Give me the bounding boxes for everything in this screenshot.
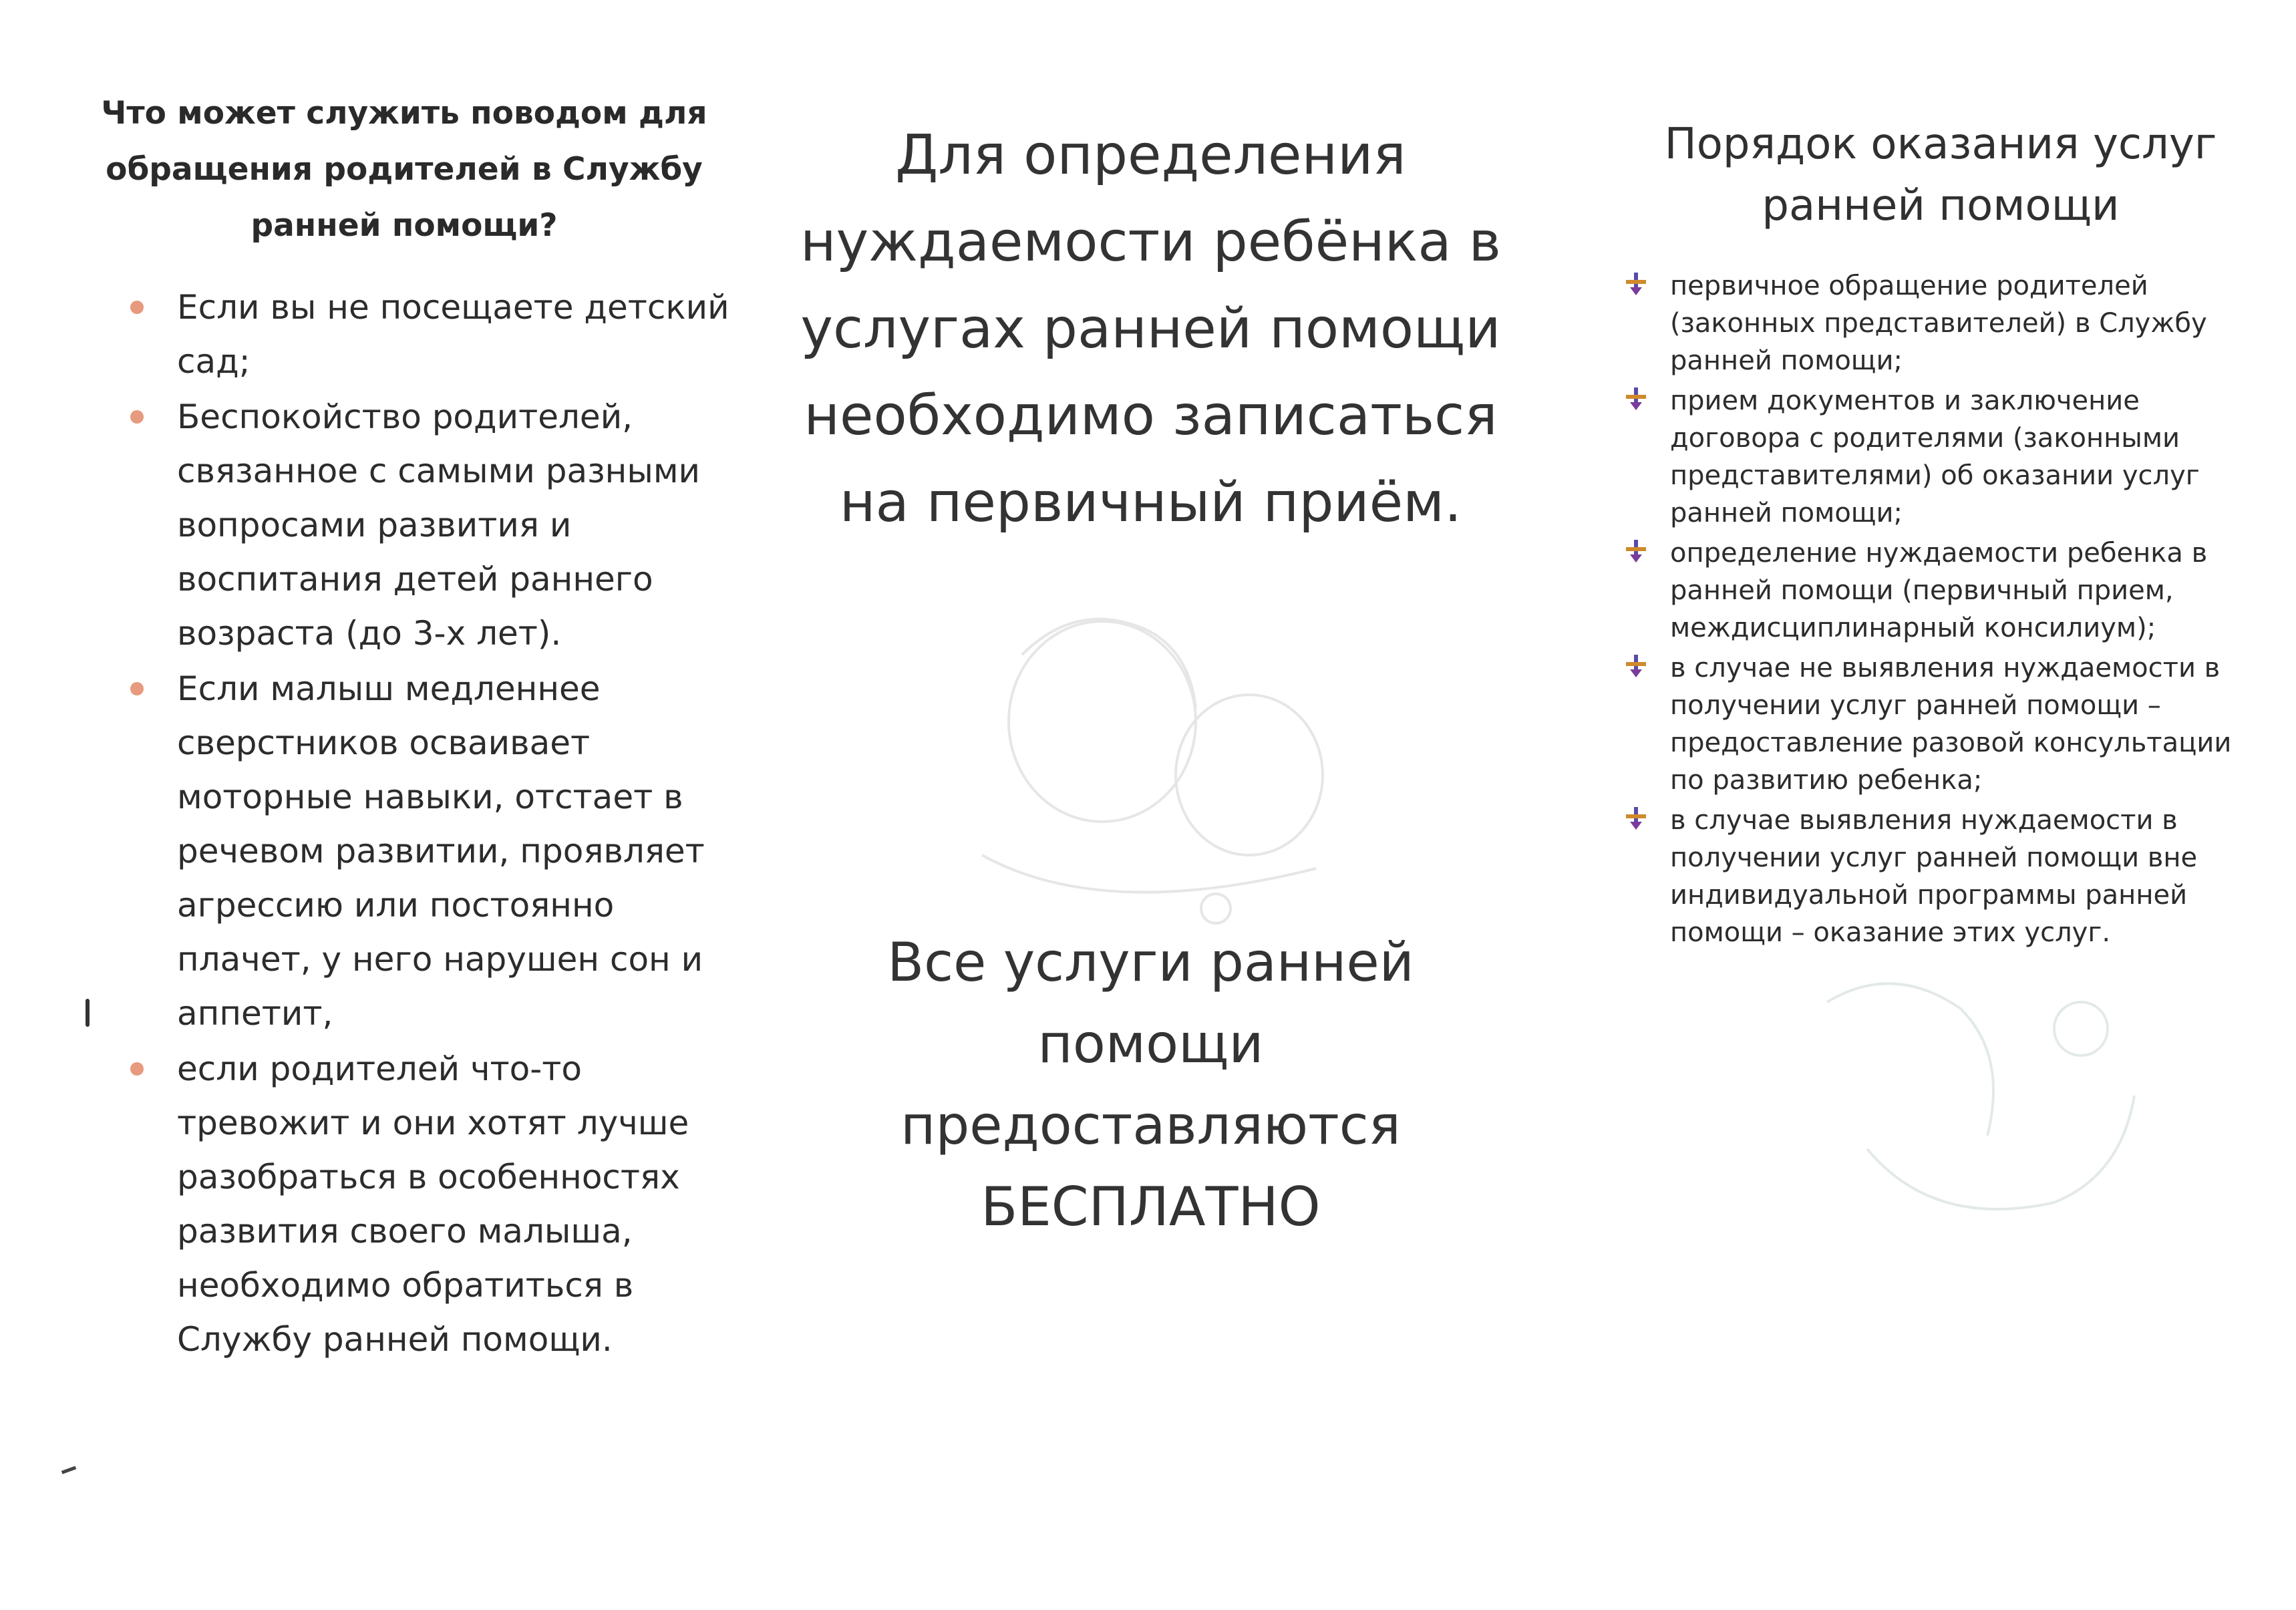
left-panel [0,0,768,1610]
list-item-text: Если малыш медленнее сверстников осваивает моторные навыки, отстает в речевом развитии, проявляет агрессию или постоянно плачет, у него нарушен сон и аппетит, [177,669,705,1033]
list-item-text: в случае не выявления нуждаемости в получении услуг ранней помощи – предоставление разовой консультации по развитию ребенка; [1670,653,2232,796]
list-item [124,662,745,1041]
plus-arrow-bullet-icon [1623,386,1649,412]
middle-top-text: Для определения нуждаемости ребёнка в услугах ранней помощи необходимо записаться на первичный приём. [800,124,1501,534]
list-item-text: определение нуждаемости ребенка в ранней помощи (первичный прием, междисциплинарный консилиум); [1670,538,2208,643]
plus-arrow-bullet-icon [1623,653,1649,679]
scan-mark [86,999,90,1027]
right-panel-list [1623,267,2238,954]
bullet-dot-icon [130,301,144,314]
list-item-text: первичное обращение родителей (законных представителей) в Службу ранней помощи; [1670,271,2207,376]
right-panel [1533,0,2296,1610]
list-item [1623,382,2238,532]
faint-illustration-icon [902,575,1410,949]
list-item-text: если родителей что-то тревожит и они хотят лучше разобраться в особенностях развития своего малыша, необходимо обратиться в Службу ранней помощи. [177,1050,689,1359]
plus-arrow-bullet-icon [1623,806,1649,831]
left-panel-list [124,281,745,1368]
middle-panel [768,0,1533,1610]
list-item [124,1042,745,1367]
middle-bottom-text: Все услуги ранней помощи предоставляются БЕСПЛАТНО [887,931,1414,1238]
list-item-text: в случае выявления нуждаемости в получении услуг ранней помощи вне индивидуальной программы ранней помощи – оказание этих услуг. [1670,805,2198,948]
scan-mark [61,1466,76,1474]
list-item-text: прием документов и заключение договора с родителями (законными представителями) об оказании услуг ранней помощи; [1670,385,2200,528]
list-item [1623,267,2238,379]
bullet-dot-icon [130,410,144,424]
left-panel-heading: Что может служить поводом для обращения родителей в Службу ранней помощи? [101,95,707,244]
right-panel-heading: Порядок оказания услуг ранней помощи [1664,120,2217,230]
list-item-text: Беспокойство родителей, связанное с самыми разными вопросами развития и воспитания детей раннего возраста (до 3-х лет). [177,397,701,653]
plus-arrow-bullet-icon [1623,538,1649,564]
bullet-dot-icon [130,1062,144,1076]
list-item [124,281,745,389]
plus-arrow-bullet-icon [1623,271,1649,297]
faint-illustration-icon [1787,949,2161,1296]
list-item [1623,649,2238,799]
list-item [1623,802,2238,951]
list-item-text: Если вы не посещаете детский сад; [177,288,729,381]
list-item [1623,534,2238,647]
bullet-dot-icon [130,682,144,695]
list-item [124,390,745,661]
